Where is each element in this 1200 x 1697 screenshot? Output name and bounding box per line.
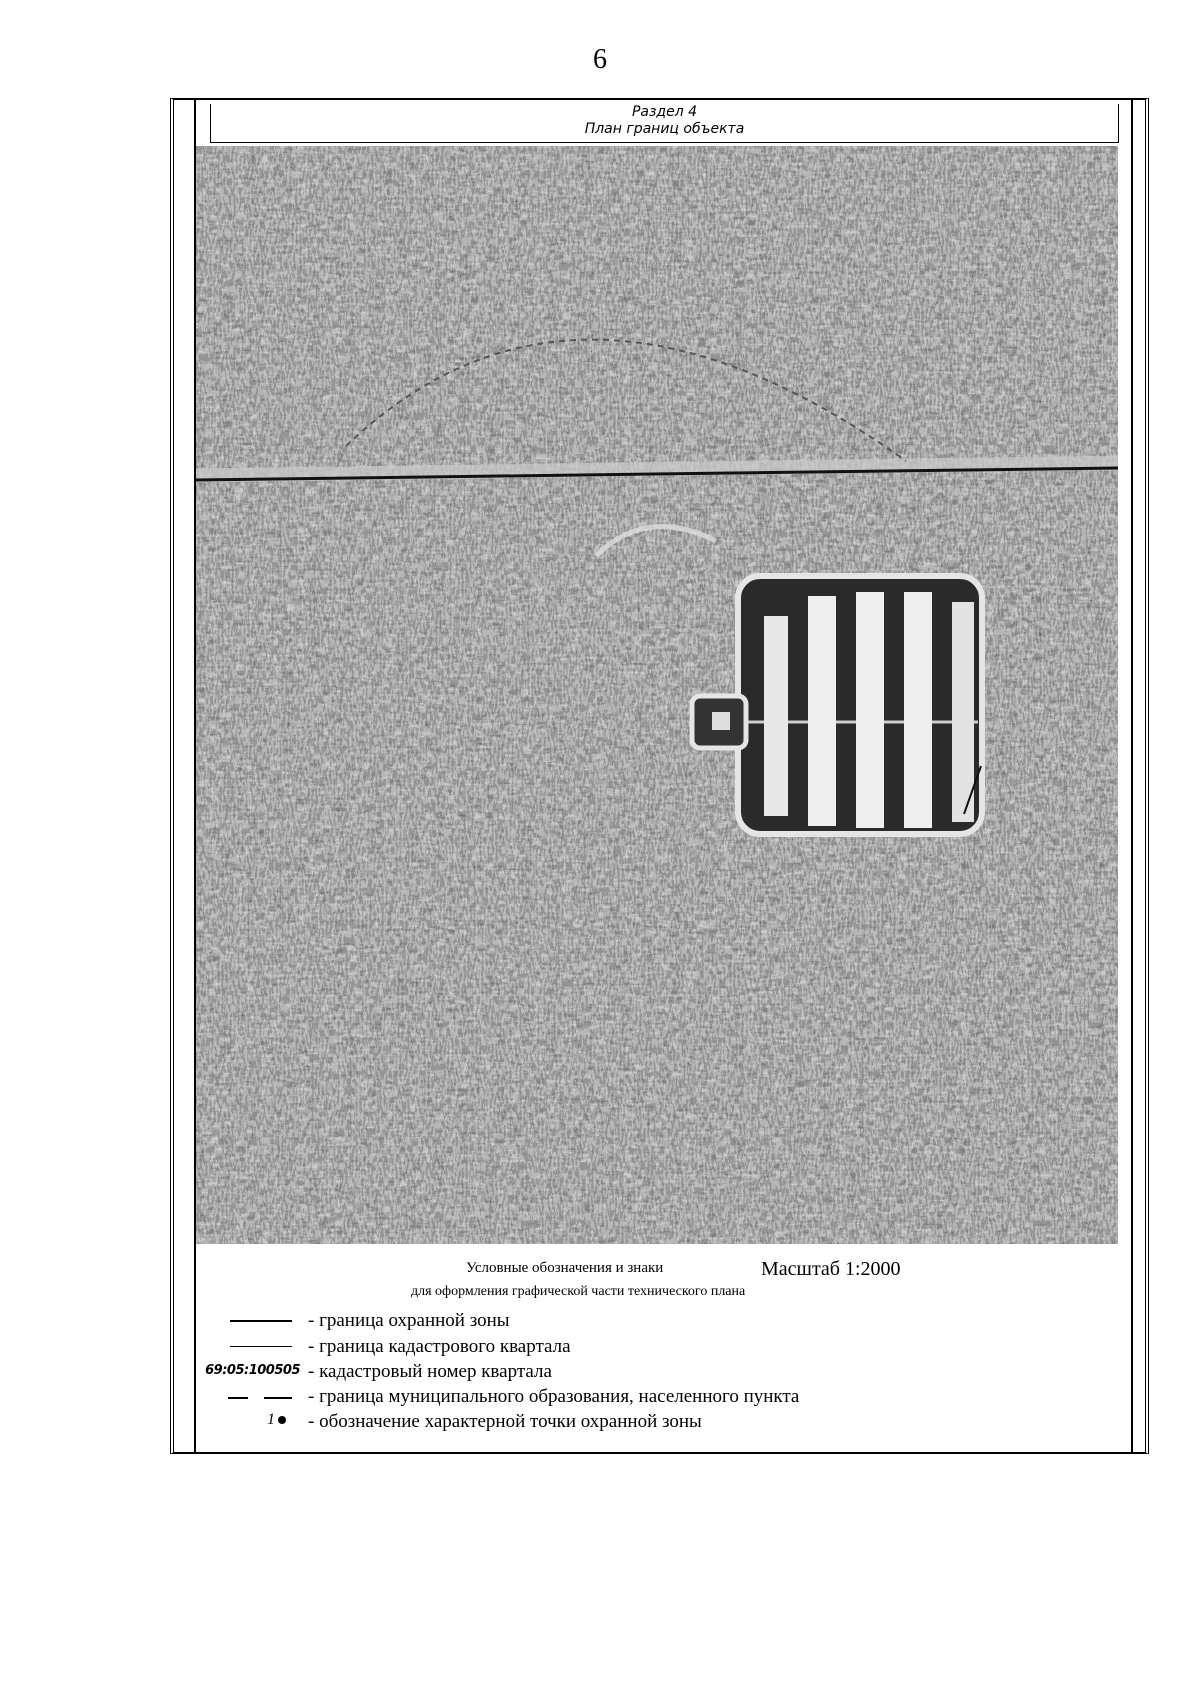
plan-header [210,104,1119,143]
document-frame [170,98,1149,1454]
protection-zone-line-symbol [210,1310,302,1334]
section-label: Раздел 4 [631,104,698,120]
legend-subtitle: для оформления графической части технического плана [411,1284,746,1299]
legend-item-label: - граница охранной зоны [308,1310,510,1331]
characteristic-point-symbol [210,1411,302,1435]
cadastral-number-example: 69:05:100505 [205,1363,300,1378]
tank [856,592,884,828]
page-number: 6 [593,44,607,75]
legend-item-label: - обозначение характерной точки охранной зоны [308,1411,702,1432]
municipal-boundary-dash-symbol [210,1386,302,1410]
legend-item [210,1411,1110,1435]
legend [196,1248,1118,1446]
tank [764,616,788,816]
legend-item [210,1386,1110,1410]
tank [952,602,974,822]
aerial-map [196,146,1118,1244]
tank [808,596,836,826]
legend-item [210,1310,1110,1334]
legend-title: Условные обозначения и знаки [466,1260,664,1276]
legend-item-label: - граница муниципального образования, населенного пункта [308,1386,800,1407]
legend-item [210,1336,1110,1360]
legend-item-label: - кадастровый номер квартала [308,1361,552,1382]
point-dot-icon [278,1416,286,1424]
tank [904,592,932,828]
legend-item [205,1361,1110,1385]
legend-item-label: - граница кадастрового квартала [308,1336,571,1357]
cadastral-block-line-symbol [210,1336,302,1360]
aerial-photo [196,146,1118,1244]
cadastral-number-symbol [205,1361,302,1385]
point-number: 1 [267,1411,275,1428]
plan-title: План границ объекта [584,121,745,137]
frame-inner-right-border [1131,100,1133,1452]
map-scale: Масштаб 1:2000 [761,1258,901,1280]
